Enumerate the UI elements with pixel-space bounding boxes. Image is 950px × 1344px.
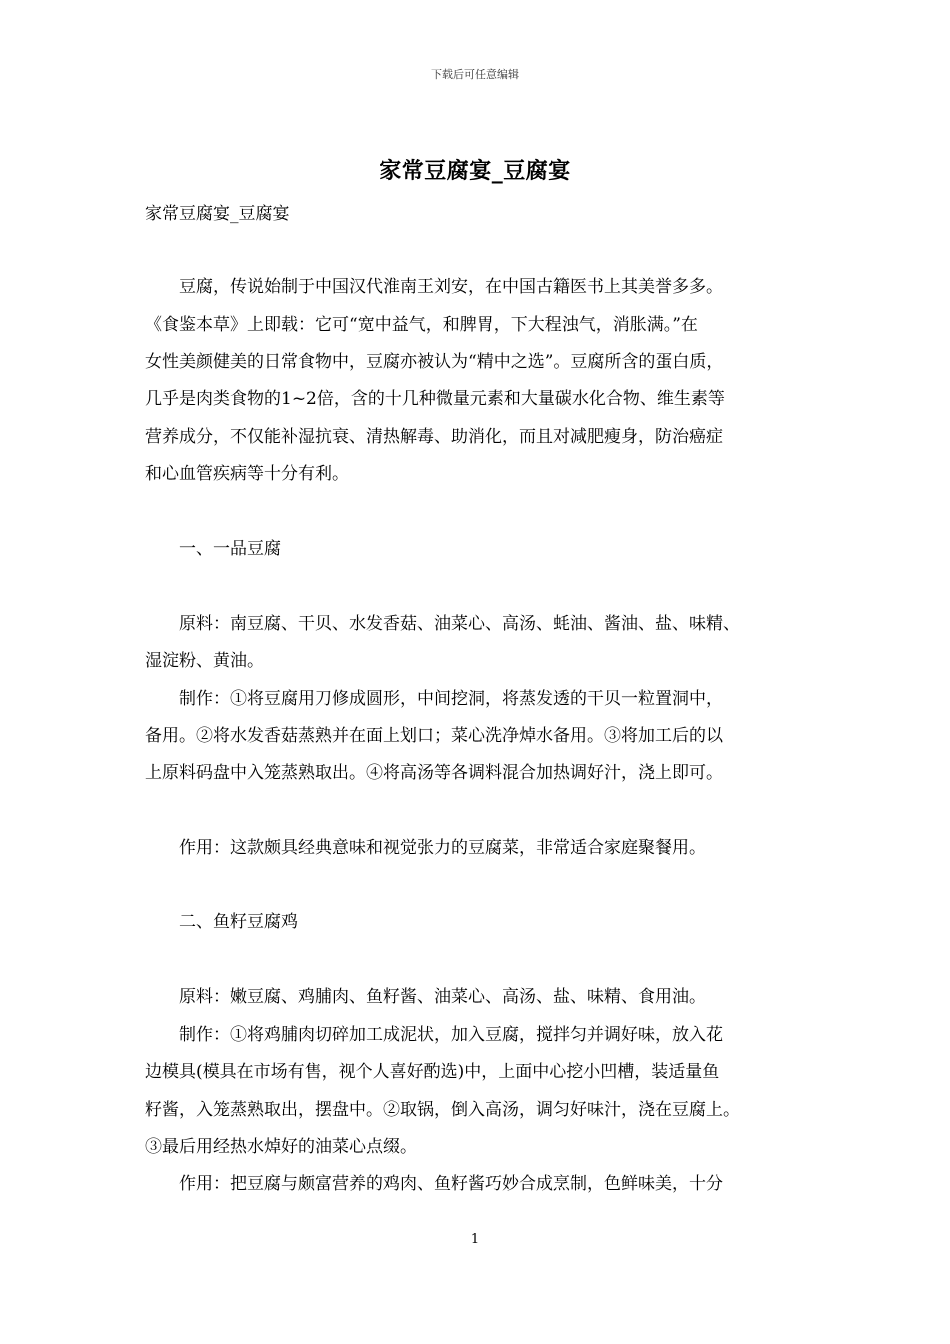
intro-line: 《食鉴本草》上即载：它可“宽中益气，和脾胃，下大程浊气，消胀满。”在: [145, 315, 698, 335]
intro-line: 几乎是肉类食物的1~2倍，含的十几种微量元素和大量碳水化合物、维生素等: [145, 389, 725, 409]
document-subtitle: 家常豆腐宴_豆腐宴: [145, 204, 290, 224]
intro-line: 和心血管疾病等十分有利。: [145, 464, 349, 484]
ingredients-line: 原料：嫩豆腐、鸡脯肉、鱼籽酱、油菜心、高汤、盐、味精、食用油。: [145, 987, 706, 1007]
section-heading: 二、鱼籽豆腐鸡: [145, 912, 298, 932]
method-line: 边模具(模具在市场有售，视个人喜好酌选)中，上面中心挖小凹槽，装适量鱼: [145, 1062, 720, 1082]
method-line: 上原料码盘中入笼蒸熟取出。④将高汤等各调料混合加热调好汁，浇上即可。: [145, 763, 723, 783]
intro-line: 女性美颜健美的日常食物中，豆腐亦被认为“精中之选”。豆腐所含的蛋白质，: [145, 352, 724, 372]
section-heading: 一、一品豆腐: [145, 539, 281, 559]
ingredients-line: 原料：南豆腐、干贝、水发香菇、油菜心、高汤、蚝油、酱油、盐、味精、: [145, 614, 740, 634]
ingredients-line: 湿淀粉、黄油。: [145, 651, 264, 671]
page-number: 1: [470, 1232, 480, 1247]
effect-line: 作用：把豆腐与颇富营养的鸡肉、鱼籽酱巧妙合成烹制，色鲜味美，十分: [145, 1174, 723, 1194]
method-line: 制作：①将鸡脯肉切碎加工成泥状，加入豆腐，搅拌匀并调好味，放入花: [145, 1025, 723, 1045]
intro-line: 营养成分，不仅能补湿抗衰、清热解毒、助消化，而且对减肥瘦身，防治癌症: [145, 427, 723, 447]
method-line: 籽酱，入笼蒸熟取出，摆盘中。②取锅，倒入高汤，调匀好味汁，浇在豆腐上。: [145, 1100, 740, 1120]
method-line: 备用。②将水发香菇蒸熟并在面上划口；菜心洗净焯水备用。③将加工后的以: [145, 726, 723, 746]
header-note: 下载后可任意编辑: [431, 68, 519, 81]
effect-line: 作用：这款颇具经典意味和视觉张力的豆腐菜，非常适合家庭聚餐用。: [145, 838, 706, 858]
method-line: ③最后用经热水焯好的油菜心点缀。: [145, 1137, 417, 1157]
method-line: 制作：①将豆腐用刀修成圆形，中间挖洞，将蒸发透的干贝一粒置洞中，: [145, 689, 723, 709]
document-title: 家常豆腐宴_豆腐宴: [379, 158, 571, 184]
intro-line: 豆腐，传说始制于中国汉代淮南王刘安，在中国古籍医书上其美誉多多。: [145, 277, 723, 297]
